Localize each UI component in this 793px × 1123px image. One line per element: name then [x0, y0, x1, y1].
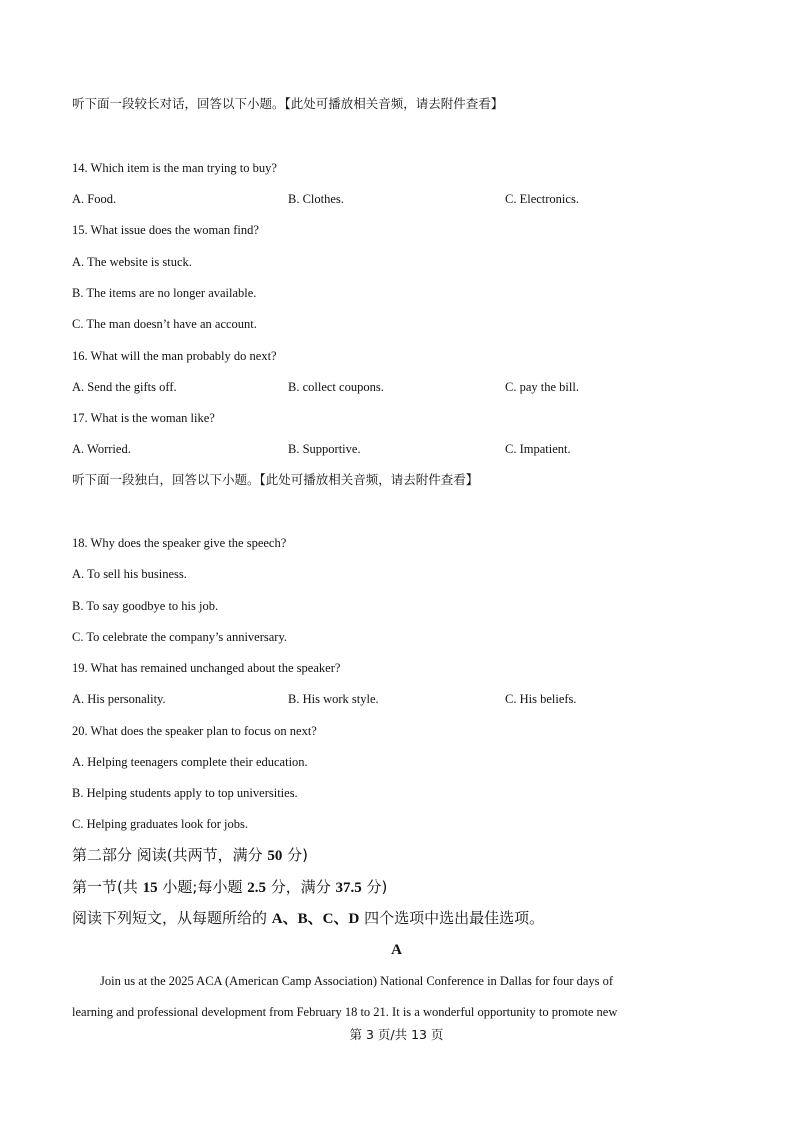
q20-option-c: C. Helping graduates look for jobs. [72, 817, 249, 831]
q17-option-b: B. Supportive. [288, 442, 361, 456]
q19-option-a: A. His personality. [72, 692, 166, 706]
q15-option-a: A. The website is stuck. [72, 255, 192, 269]
passage-line-1: Join us at the 2025 ACA (American Camp Association) National Conference in Dallas for four days of [100, 974, 614, 988]
q14-option-c: C. Electronics. [505, 192, 579, 206]
passage-line-2: learning and professional development from February 18 to 21. It is a wonderful opportunity to promote new [72, 1005, 618, 1019]
q19-option-b: B. His work style. [288, 692, 379, 706]
q15-option-c: C. The man doesn’t have an account. [72, 317, 257, 331]
listening-instruction-a: 听下面一段较长对话，回答以下小题。【此处可播放相关音频，请去附件查看】 [72, 96, 504, 111]
q16-option-c: C. pay the bill. [505, 380, 579, 394]
reading-instruction: 阅读下列短文，从每题所给的 A、B、C、D 四个选项中选出最佳选项。 [72, 909, 545, 927]
page-footer: 第 3 页/共 13 页 [349, 1027, 444, 1042]
q20-option-a: A. Helping teenagers complete their education. [72, 755, 308, 769]
q18-option-c: C. To celebrate the company’s anniversary. [72, 630, 288, 644]
q15-option-b: B. The items are no longer available. [72, 286, 257, 300]
q17-option-c: C. Impatient. [505, 442, 571, 456]
q14-option-b: B. Clothes. [288, 192, 344, 206]
part2-subheading: 第一节(共 15 小题;每小题 2.5 分，满分 37.5 分) [72, 878, 388, 896]
question-18-stem: 18. Why does the speaker give the speech? [72, 536, 287, 550]
question-19-stem: 19. What has remained unchanged about the speaker? [72, 661, 341, 675]
question-14-stem: 14. Which item is the man trying to buy? [72, 161, 277, 175]
question-16-stem: 16. What will the man probably do next? [72, 349, 277, 363]
q16-option-b: B. collect coupons. [288, 380, 384, 394]
q20-option-b: B. Helping students apply to top universities. [72, 786, 298, 800]
q17-option-a: A. Worried. [72, 442, 131, 456]
listening-instruction-b: 听下面一段独白，回答以下小题。【此处可播放相关音频，请去附件查看】 [72, 472, 479, 487]
q18-option-a: A. To sell his business. [72, 567, 187, 581]
q16-option-a: A. Send the gifts off. [72, 380, 177, 394]
passage-label: A [391, 942, 402, 958]
q14-option-a: A. Food. [72, 192, 117, 206]
question-17-stem: 17. What is the woman like? [72, 411, 215, 425]
question-15-stem: 15. What issue does the woman find? [72, 223, 259, 237]
part2-heading: 第二部分 阅读(共两节，满分 50 分) [72, 846, 309, 864]
question-20-stem: 20. What does the speaker plan to focus on next? [72, 724, 317, 738]
q19-option-c: C. His beliefs. [505, 692, 577, 706]
q18-option-b: B. To say goodbye to his job. [72, 599, 219, 613]
